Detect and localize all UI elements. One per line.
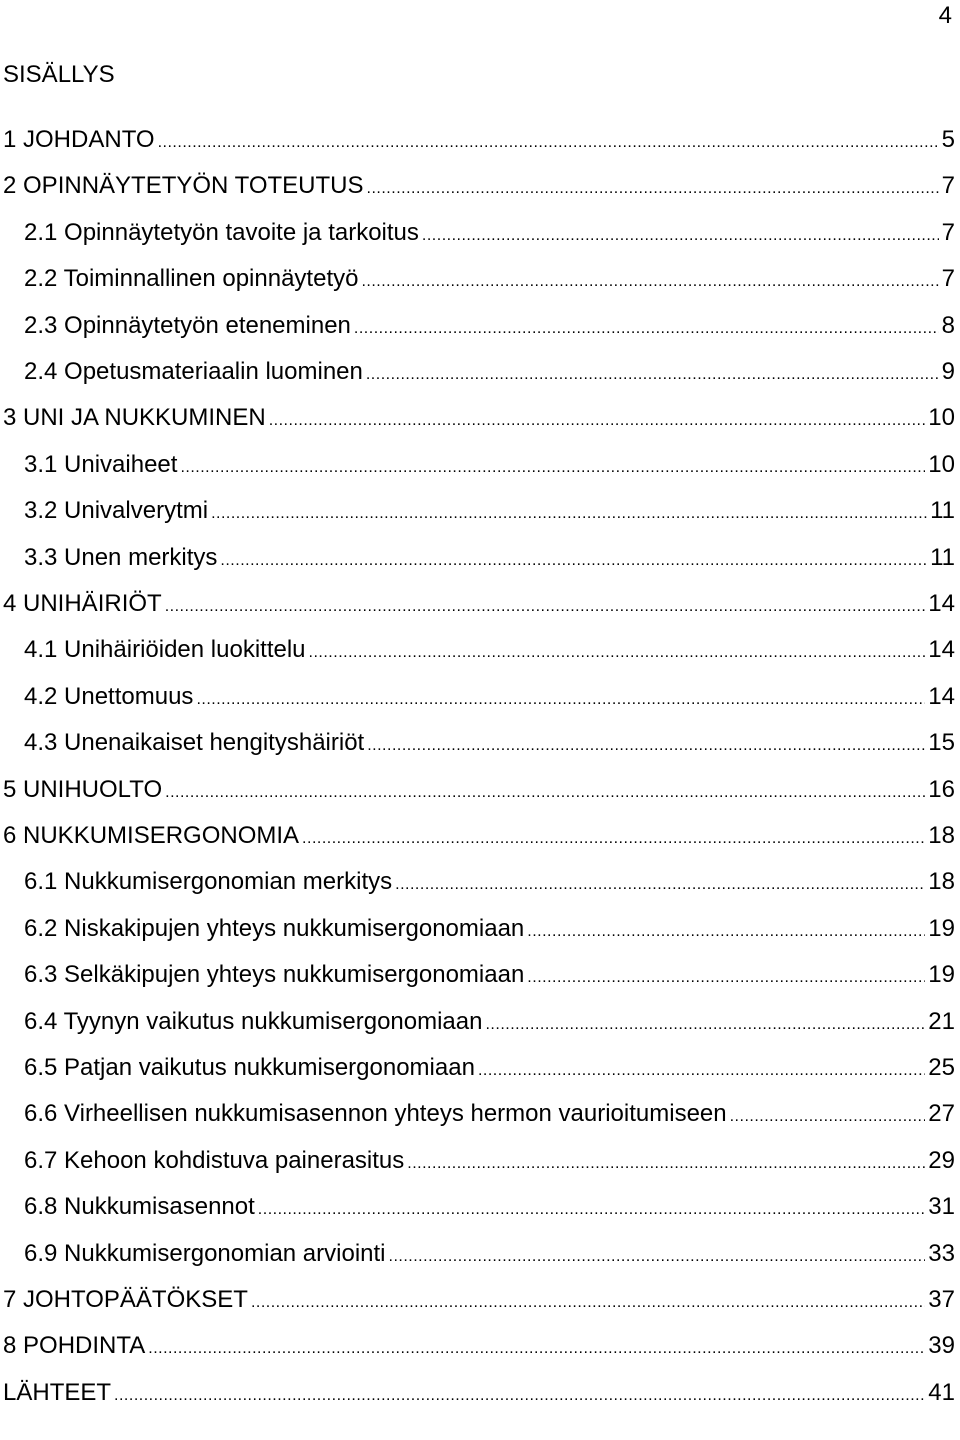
toc-dot-leader (251, 1295, 925, 1311)
toc-entry-title: 6.3 Selkäkipujen yhteys nukkumisergonomiaan (24, 961, 525, 989)
toc-entry-page-number: 7 (941, 265, 955, 293)
toc-heading: SISÄLLYS (3, 61, 115, 88)
toc-entry[interactable] (24, 914, 955, 944)
toc-dot-leader (148, 1341, 925, 1357)
toc-entry-title: 8 POHDINTA (3, 1332, 146, 1360)
toc-entry[interactable] (24, 311, 955, 341)
toc-entry-page-number: 14 (928, 682, 955, 710)
toc-entry[interactable] (24, 867, 955, 897)
toc-entry[interactable] (3, 775, 955, 805)
toc-entry[interactable] (3, 1378, 955, 1408)
toc-dot-leader (211, 506, 927, 522)
toc-dot-leader (165, 599, 926, 615)
toc-entry[interactable] (24, 1192, 955, 1222)
toc-dot-leader (158, 135, 939, 151)
toc-entry[interactable] (24, 218, 955, 248)
toc-entry[interactable] (3, 125, 955, 155)
toc-entry[interactable] (24, 450, 955, 480)
toc-dot-leader (361, 274, 938, 290)
toc-entry-title: 7 JOHTOPÄÄTÖKSET (3, 1286, 248, 1313)
toc-entry-title: LÄHTEET (3, 1378, 112, 1406)
toc-entry-page-number: 10 (928, 404, 955, 432)
toc-entry-title: 2.3 Opinnäytetyön eteneminen (24, 311, 351, 339)
toc-entry[interactable] (3, 821, 955, 851)
toc-dot-leader (407, 1156, 925, 1172)
toc-dot-leader (422, 228, 939, 244)
toc-dot-leader (366, 367, 939, 383)
toc-entry[interactable] (24, 1007, 955, 1037)
toc-dot-leader (478, 1063, 925, 1079)
toc-entry-title: 2.2 Toiminnallinen opinnäytetyö (24, 265, 359, 293)
toc-entry[interactable] (3, 589, 955, 619)
toc-entry-title: 2.4 Opetusmateriaalin luominen (24, 358, 363, 385)
toc-dot-leader (527, 970, 925, 986)
toc-dot-leader (220, 553, 927, 569)
toc-entry-page-number: 31 (928, 1193, 955, 1221)
toc-entry[interactable] (3, 403, 955, 433)
toc-entry-title: 6.6 Virheellisen nukkumisasennon yhteys hermon vaurioitumiseen (24, 1100, 727, 1128)
toc-entry-page-number: 18 (928, 822, 955, 849)
toc-entry-title: 4 UNIHÄIRIÖT (3, 590, 162, 617)
toc-entry-title: 3 UNI JA NUKKUMINEN (3, 404, 266, 432)
toc-entry-page-number: 27 (928, 1100, 955, 1128)
toc-entry-page-number: 19 (928, 914, 955, 942)
toc-entry[interactable] (24, 728, 955, 758)
toc-entry-title: 4.3 Unenaikaiset hengityshäiriöt (24, 729, 365, 757)
toc-entry-page-number: 10 (928, 450, 955, 478)
toc-entry-title: 4.1 Unihäiriöiden luokittelu (24, 636, 306, 664)
toc-dot-leader (180, 460, 925, 476)
toc-dot-leader (196, 692, 925, 708)
toc-entry-title: 6.4 Tyynyn vaikutus nukkumisergonomiaan (24, 1007, 483, 1035)
toc-entry-page-number: 15 (928, 729, 955, 757)
toc-entry-title: 6.2 Niskakipujen yhteys nukkumisergonomiaan (24, 914, 525, 942)
toc-entry-title: 2 OPINNÄYTETYÖN TOTEUTUS (3, 172, 364, 200)
toc-dot-leader (389, 1249, 926, 1265)
toc-dot-leader (730, 1109, 926, 1125)
toc-dot-leader (527, 924, 925, 940)
toc-entry-page-number: 18 (928, 868, 955, 896)
page-number: 4 (938, 2, 952, 29)
toc-entry-title: 6.9 Nukkumisergonomian arviointi (24, 1239, 386, 1267)
toc-entry-page-number: 14 (928, 636, 955, 664)
toc-entry-page-number: 8 (941, 311, 955, 339)
toc-entry-title: 6.5 Patjan vaikutus nukkumisergonomiaan (24, 1054, 475, 1081)
toc-entry-page-number: 5 (941, 126, 955, 153)
toc-entry[interactable] (24, 543, 955, 573)
toc-entry-title: 6 NUKKUMISERGONOMIA (3, 822, 300, 849)
toc-entry[interactable] (24, 635, 955, 665)
toc-entry[interactable] (24, 1053, 955, 1083)
toc-dot-leader (354, 321, 939, 337)
toc-entry-title: 3.2 Univalverytmi (24, 497, 209, 525)
toc-entry-title: 3.1 Univaiheet (24, 450, 178, 478)
toc-entry[interactable] (3, 171, 955, 201)
toc-entry-page-number: 39 (928, 1332, 955, 1360)
toc-entry-page-number: 19 (928, 961, 955, 989)
toc-entry-page-number: 7 (941, 218, 955, 246)
toc-entry-title: 6.8 Nukkumisasennot (24, 1193, 255, 1221)
toc-entry-page-number: 9 (941, 358, 955, 385)
toc-entry-page-number: 41 (928, 1378, 955, 1406)
toc-entry-title: 5 UNIHUOLTO (3, 775, 163, 803)
toc-entry-page-number: 21 (928, 1007, 955, 1035)
toc-entry[interactable] (24, 682, 955, 712)
toc-entry-title: 4.2 Unettomuus (24, 682, 194, 710)
toc-entry-page-number: 37 (928, 1286, 955, 1313)
toc-entry-title: 2.1 Opinnäytetyön tavoite ja tarkoitus (24, 218, 419, 246)
toc-dot-leader (165, 785, 925, 801)
toc-entry-title: 6.7 Kehoon kohdistuva painerasitus (24, 1146, 405, 1174)
toc-dot-leader (309, 645, 926, 661)
toc-entry-page-number: 29 (928, 1146, 955, 1174)
toc-dot-leader (395, 877, 925, 893)
toc-entry[interactable] (24, 1099, 955, 1129)
toc-entry[interactable] (24, 1239, 955, 1269)
toc-entry[interactable] (24, 1146, 955, 1176)
toc-entry-page-number: 14 (928, 590, 955, 617)
toc-entry-page-number: 11 (930, 497, 955, 525)
toc-entry[interactable] (24, 496, 955, 526)
toc-entry[interactable] (24, 960, 955, 990)
toc-entry-page-number: 11 (930, 543, 955, 571)
toc-entry[interactable] (24, 264, 955, 294)
toc-entry[interactable] (3, 1331, 955, 1361)
toc-entry-page-number: 7 (941, 172, 955, 200)
toc-dot-leader (485, 1017, 925, 1033)
toc-dot-leader (114, 1388, 925, 1404)
toc-entry-title: 1 JOHDANTO (3, 126, 155, 153)
toc-entry-page-number: 33 (928, 1239, 955, 1267)
toc-entry-page-number: 25 (928, 1054, 955, 1081)
toc-dot-leader (302, 831, 925, 847)
toc-entry-page-number: 16 (928, 775, 955, 803)
toc-dot-leader (269, 413, 926, 429)
toc-dot-leader (367, 181, 939, 197)
toc-entry-title: 6.1 Nukkumisergonomian merkitys (24, 868, 393, 896)
toc-entry-title: 3.3 Unen merkitys (24, 543, 218, 571)
toc-entry[interactable] (3, 1285, 955, 1315)
toc-entry[interactable] (24, 357, 955, 387)
toc-dot-leader (367, 738, 925, 754)
toc-dot-leader (258, 1202, 926, 1218)
